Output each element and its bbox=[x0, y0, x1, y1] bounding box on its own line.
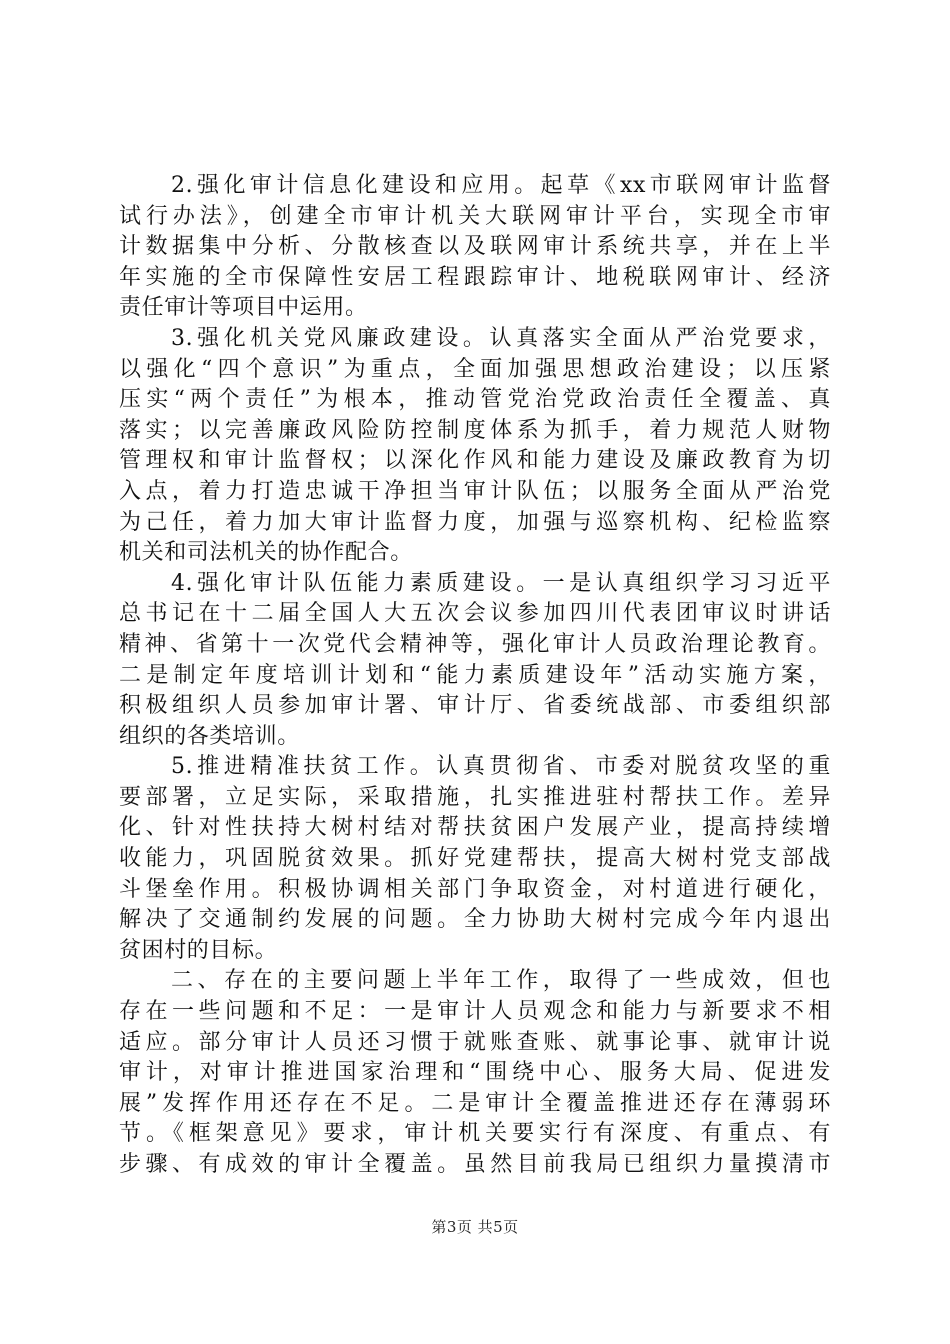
text-line: 斗堡垒作用。积极协调相关部门争取资金，对村道进行硬化， bbox=[119, 876, 831, 902]
text-line: 存在一些问题和不足：一是审计人员观念和能力与新要求不相 bbox=[119, 999, 831, 1025]
text-line: 落实；以完善廉政风险防控制度体系为抓手，着力规范人财物 bbox=[119, 417, 831, 443]
text-line: 审计，对审计推进国家治理和“围绕中心、服务大局、促进发 bbox=[119, 1060, 831, 1086]
text-line: 5.推进精准扶贫工作。认真贯彻省、市委对脱贫攻坚的重 bbox=[171, 754, 831, 780]
document-body bbox=[119, 171, 831, 1181]
text-line: 4.强化审计队伍能力素质建设。一是认真组织学习习近平 bbox=[171, 570, 831, 596]
text-line: 二是制定年度培训计划和“能力素质建设年”活动实施方案， bbox=[119, 662, 831, 688]
text-line: 以强化“四个意识”为重点，全面加强思想政治建设；以压紧 bbox=[119, 356, 831, 382]
text-line: 年实施的全市保障性安居工程跟踪审计、地税联网审计、经济 bbox=[119, 264, 831, 290]
text-line: 精神、省第十一次党代会精神等，强化审计人员政治理论教育。 bbox=[119, 631, 831, 657]
text-line: 压实“两个责任”为根本，推动管党治党政治责任全覆盖、真 bbox=[119, 387, 831, 413]
text-line: 解决了交通制约发展的问题。全力协助大树村完成今年内退出 bbox=[119, 907, 831, 933]
text-line: 节。《框架意见》要求，审计机关要实行有深度、有重点、有 bbox=[119, 1121, 831, 1147]
text-line: 机关和司法机关的协作配合。 bbox=[119, 540, 413, 566]
text-line: 要部署，立足实际，采取措施，扎实推进驻村帮扶工作。差异 bbox=[119, 784, 831, 810]
text-line: 二、存在的主要问题上半年工作，取得了一些成效，但也 bbox=[171, 968, 831, 994]
text-line: 展”发挥作用还存在不足。二是审计全覆盖推进还存在薄弱环 bbox=[119, 1090, 831, 1116]
text-line: 入点，着力打造忠诚干净担当审计队伍；以服务全面从严治党 bbox=[119, 478, 831, 504]
text-line: 适应。部分审计人员还习惯于就账查账、就事论事、就审计说 bbox=[119, 1029, 831, 1055]
text-line: 责任审计等项目中运用。 bbox=[119, 295, 368, 321]
page-footer: 第3页 共5页 bbox=[431, 1218, 519, 1236]
text-line: 3.强化机关党风廉政建设。认真落实全面从严治党要求， bbox=[171, 325, 831, 351]
text-line: 化、针对性扶持大树村结对帮扶贫困户发展产业，提高持续增 bbox=[119, 815, 831, 841]
text-line: 组织的各类培训。 bbox=[119, 723, 300, 749]
text-line: 计数据集中分析、分散核查以及联网审计系统共享，并在上半 bbox=[119, 234, 831, 260]
text-line: 收能力，巩固脱贫效果。抓好党建帮扶，提高大树村党支部战 bbox=[119, 846, 831, 872]
text-line: 为己任，着力加大审计监督力度，加强与巡察机构、纪检监察 bbox=[119, 509, 831, 535]
text-line: 贫困村的目标。 bbox=[119, 937, 278, 963]
text-line: 总书记在十二届全国人大五次会议参加四川代表团审议时讲话 bbox=[119, 601, 831, 627]
text-line: 管理权和审计监督权；以深化作风和能力建设及廉政教育为切 bbox=[119, 448, 831, 474]
text-line: 试行办法》，创建全市审计机关大联网审计平台，实现全市审 bbox=[119, 203, 831, 229]
text-line: 积极组织人员参加审计署、审计厅、省委统战部、市委组织部 bbox=[119, 693, 831, 719]
text-line: 2.强化审计信息化建设和应用。起草《xx市联网审计监督 bbox=[171, 173, 831, 198]
text-line: 步骤、有成效的审计全覆盖。虽然目前我局已组织力量摸清市 bbox=[119, 1152, 831, 1177]
